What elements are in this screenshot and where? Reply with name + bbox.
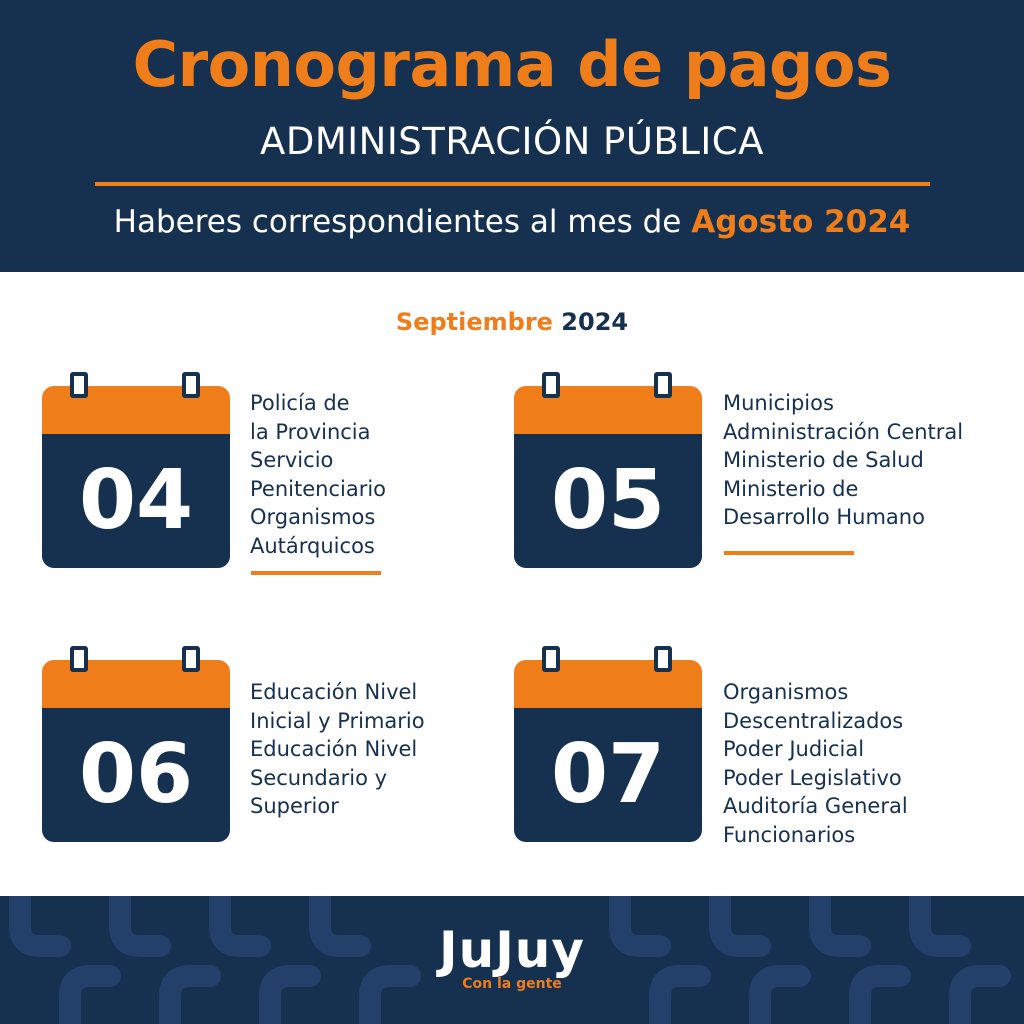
list-item: Educación Nivel xyxy=(250,737,418,761)
list-item: Poder Judicial xyxy=(723,737,865,761)
list-item: Funcionarios xyxy=(723,822,856,847)
agency-list xyxy=(250,389,500,560)
list-item: Policía de xyxy=(250,391,350,415)
list-item: Auditoría General xyxy=(723,794,908,818)
agency-list xyxy=(250,678,500,821)
list-item: Organismos xyxy=(250,505,376,529)
calendar-ring xyxy=(182,372,200,398)
logo-wordmark: JuJuy xyxy=(439,921,585,979)
list-item: Ministerio de xyxy=(723,476,859,501)
payment-day: 07 xyxy=(550,727,666,822)
period-highlight: Agosto 2024 xyxy=(691,204,911,240)
calendar-ring xyxy=(654,646,672,672)
payment-day: 05 xyxy=(550,453,666,548)
list-item: Municipios xyxy=(723,391,834,415)
agency-list xyxy=(723,678,1023,849)
list-item: Descentralizados xyxy=(723,708,904,733)
calendar-ring xyxy=(70,646,88,672)
calendar-icon xyxy=(42,646,230,842)
payment-day: 06 xyxy=(78,727,194,822)
month-heading xyxy=(0,308,1024,336)
list-item: Autárquicos xyxy=(250,533,375,558)
logo-tagline: Con la gente xyxy=(462,976,562,992)
payment-day: 04 xyxy=(78,453,194,548)
header-banner xyxy=(0,0,1024,272)
calendar-ring xyxy=(542,372,560,398)
month-name: Septiembre xyxy=(395,308,553,336)
list-item: Inicial y Primario xyxy=(250,708,425,733)
jujuy-logo xyxy=(424,920,600,1000)
list-item: Penitenciario xyxy=(250,476,387,501)
page-title: Cronograma de pagos xyxy=(132,28,892,101)
month-year: 2024 xyxy=(561,308,629,336)
list-item: Desarrollo Humano xyxy=(723,505,925,529)
list-item: Servicio xyxy=(250,448,334,472)
list-underline xyxy=(724,551,854,555)
calendar-icon xyxy=(514,372,702,568)
period-line xyxy=(0,204,1024,240)
agency-list xyxy=(723,389,1023,532)
list-item: la Provincia xyxy=(250,419,371,444)
list-underline xyxy=(251,571,381,575)
list-item: Poder Legislativo xyxy=(723,765,902,790)
page-subtitle: ADMINISTRACIÓN PÚBLICA xyxy=(260,120,764,163)
calendar-icon xyxy=(514,646,702,842)
calendar-icon xyxy=(42,372,230,568)
list-item: Educación Nivel xyxy=(250,680,418,704)
list-item: Secundario y xyxy=(250,765,388,790)
list-item: Administración Central xyxy=(723,419,964,444)
list-item: Ministerio de Salud xyxy=(723,448,924,472)
calendar-ring xyxy=(70,372,88,398)
calendar-ring xyxy=(654,372,672,398)
calendar-ring xyxy=(182,646,200,672)
calendar-ring xyxy=(542,646,560,672)
header-divider xyxy=(95,182,930,186)
list-item: Organismos xyxy=(723,680,849,704)
period-prefix: Haberes correspondientes al mes de xyxy=(113,204,682,240)
list-item: Superior xyxy=(250,794,339,818)
